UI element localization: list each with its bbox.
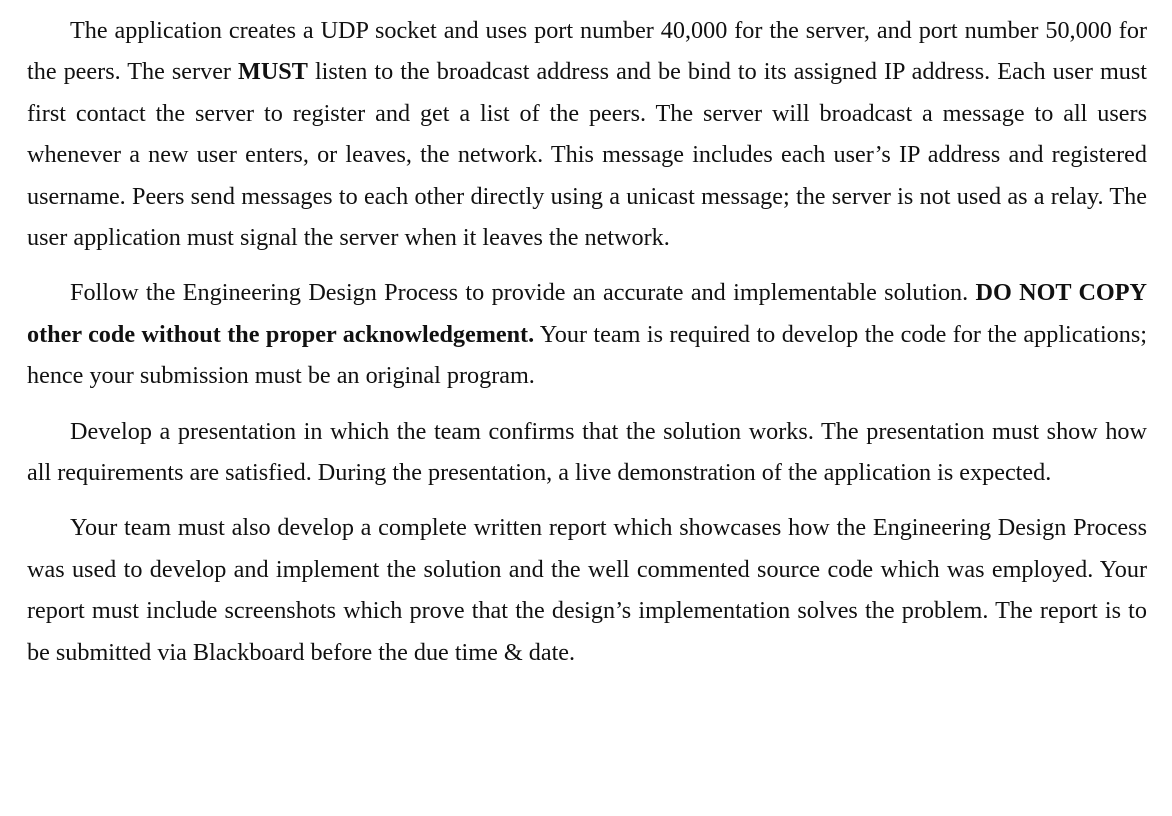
paragraph-presentation [27, 411, 1147, 494]
text-segment: Your team must also develop a complete written report which showcases how the Engineering Design Process was used to develop and implement the solution and the well commented source code which was employed. Your report must include screenshots which prove that the design’s implementation solves the problem. The report is to be submitted via Blackboard before the due time & date. [27, 514, 1147, 666]
paragraph-design-process [27, 272, 1147, 396]
text-segment: The application creates a UDP socket and uses port number 40,000 for the server, and port number 50,000 for the peers. The server [27, 17, 1147, 86]
text-segment: listen to the broadcast address and be bind to its assigned IP address. Each user must first contact the server to register and get a list of the peers. The server will broadcast a message to all users whenever a new user enters, or leaves, the network. This message includes each user’s IP address and registered username. Peers send messages to each other directly using a unicast message; the server is not used as a relay. The user application must signal the server when it leaves the network. [27, 58, 1147, 252]
document-body [27, 10, 1147, 673]
bold-text-do-not-copy: DO NOT COPY other code without the proper acknowledgement. [27, 279, 1147, 348]
text-segment: Your team is required to develop the code for the applications; hence your submission must be an original program. [27, 320, 1147, 390]
paragraph-udp-requirements [27, 10, 1147, 258]
bold-text-must: MUST [238, 58, 308, 86]
paragraph-written-report [27, 507, 1147, 673]
text-segment: Develop a presentation in which the team confirms that the solution works. The presentation must show how all requirements are satisfied. During the presentation, a live demonstration of the application is expected. [27, 417, 1147, 487]
text-segment: Follow the Engineering Design Process to provide an accurate and implementable solution. [70, 279, 976, 307]
